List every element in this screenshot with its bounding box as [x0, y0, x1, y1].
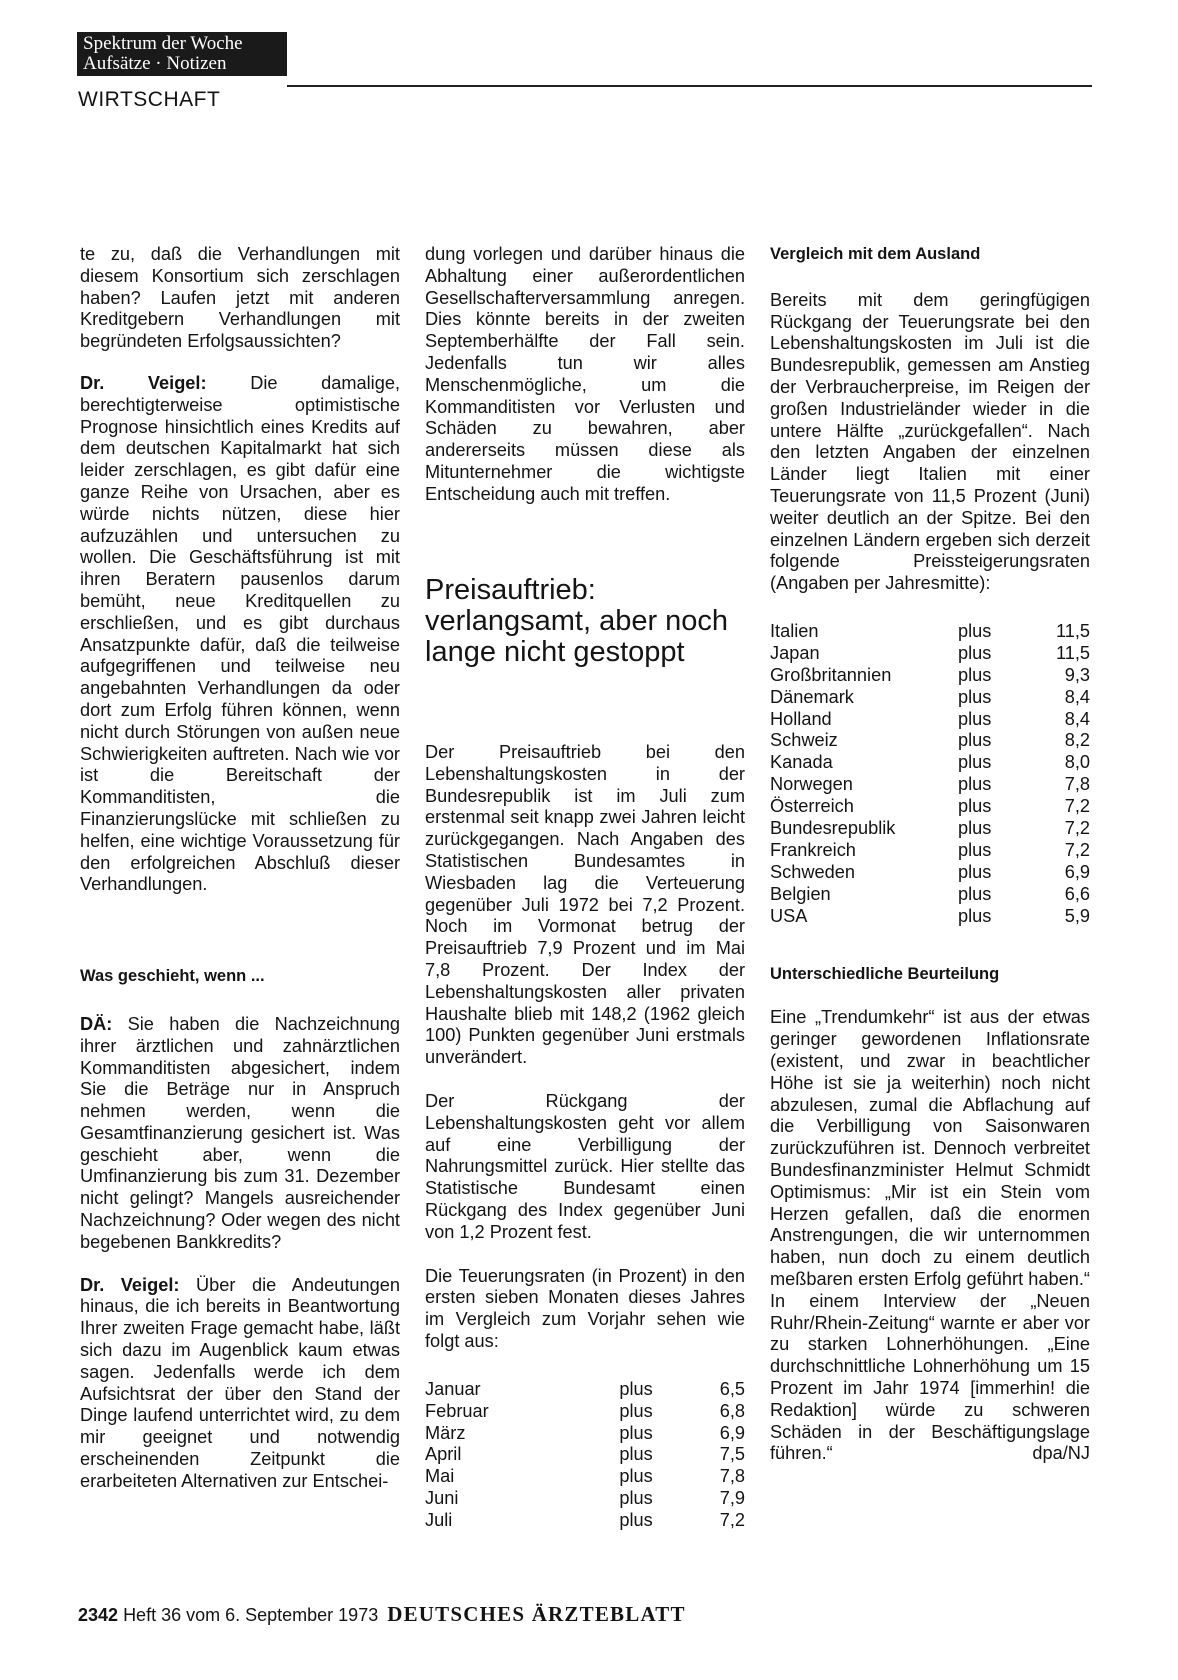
country-row-value: 11,5: [1055, 642, 1090, 663]
month-row-value: 7,8: [719, 1466, 745, 1487]
country-row-value: 8,0: [1064, 752, 1090, 773]
col2-paragraph-3: Der Rückgang der Lebenshaltungskosten geht vor allem auf eine Verbilligung der Nahrungsmittel zurück. Hier stellte das Statistische Bundesamt einen Rückgang des Index gegenüber Juni von 1,2 Prozent fest.: [425, 1090, 745, 1242]
header-rule: [287, 85, 1092, 87]
country-row-value: 7,2: [1064, 818, 1090, 839]
month-row-value: 6,8: [719, 1400, 745, 1421]
col2-paragraph-1: dung vorlegen und darüber hinaus die Abhaltung einer außerordentlichen Gesellschafterversammlung anregen. Dies könnte bereits in der zweiten Septemberhälfte der Fall sein. Jedenfalls tun wir alles Menschenmögliche, um die Kommanditisten vor Verlusten und Schäden zu bewahren, aber andererseits müssen diese als Mitunternehmer die wichtigste Entscheidung auch mit treffen.: [425, 244, 745, 504]
country-row-name: Frankreich: [770, 840, 856, 861]
country-row-word: plus: [958, 818, 992, 839]
month-row-value: 7,9: [719, 1488, 745, 1509]
country-row: [770, 840, 1090, 862]
speaker-label: DÄ:: [80, 1013, 113, 1034]
country-row: [770, 884, 1090, 906]
closing-text: Eine „Trendumkehr“ ist aus der etwas geringer gewordenen Inflationsrate (existent, und zwar in beachtlicher Höhe ist sie ja weiterhin) noch nicht abzulesen, zumal die Abflachung auf die Verbilligung von Saisonwaren zurückzuführen ist. Dennoch verbreitet Bundesfinanzminister Helmut Schmidt Optimismus: „Mir ist ein Stein vom Herzen gefallen, daß die enormen Anstrengungen, die wir unternommen haben, nun doch zu einem deutlich meßbaren ersten Erfolg geführt haben.“ In einem Interview der „Neuen Ruhr/Rhein-Zeitung“ warnte er aber vor zu starken Lohnerhöhungen. „Eine durchschnittliche Lohnerhöhung um 15 Prozent im Jahr 1974 [immerhin! die Redaktion] würde zu schweren Schäden in der Beschäftigungslage führen.“: [770, 1007, 1090, 1464]
country-row-word: plus: [958, 905, 992, 926]
country-row-name: Dänemark: [770, 686, 854, 707]
col1-paragraph-3: [80, 1014, 400, 1254]
country-row-name: Großbritannien: [770, 664, 892, 685]
month-row-word: plus: [619, 1378, 653, 1399]
country-row-word: plus: [958, 796, 992, 817]
country-row-word: plus: [958, 664, 992, 685]
country-row-name: Österreich: [770, 796, 854, 817]
country-row-name: Schweiz: [770, 730, 838, 751]
col2-paragraph-4: Die Teuerungsraten (in Prozent) in den ersten sieben Monaten dieses Jahres im Vergleich zum Vorjahr sehen wie folgt aus:: [425, 1265, 745, 1351]
month-row-word: plus: [619, 1488, 653, 1509]
month-row-value: 6,9: [719, 1422, 745, 1443]
answer-text: Über die Andeutungen hinaus, die ich bereits in Beantwortung Ihrer zweiten Frage gemacht habe, läßt sich dazu im Augenblick kaum etwas sagen. Jedenfalls werde ich dem Aufsichtsrat der über den Stand der Dinge laufend unterrichtet wird, zu dem mir geeignet und notwendig erscheinenden Zeitpunkt die erarbeiteten Alternativen zur Entschei-: [80, 1274, 400, 1491]
country-row-name: Schweden: [770, 861, 855, 882]
speaker-label: Dr. Veigel:: [80, 372, 207, 393]
month-row-word: plus: [619, 1400, 653, 1421]
country-row: [770, 687, 1090, 709]
country-row: [770, 796, 1090, 818]
month-row-value: 7,2: [719, 1510, 745, 1531]
country-row-word: plus: [958, 620, 992, 641]
month-row-word: plus: [619, 1444, 653, 1465]
country-row-name: Norwegen: [770, 774, 853, 795]
month-row-word: plus: [619, 1510, 653, 1531]
country-row-value: 11,5: [1055, 620, 1090, 641]
country-row: [770, 621, 1090, 643]
country-row-word: plus: [958, 686, 992, 707]
country-row-value: 7,8: [1064, 774, 1090, 795]
month-row-name: Mai: [425, 1466, 455, 1487]
col1-subhead: Was geschieht, wenn ...: [80, 967, 265, 986]
article-headline: Preisauftrieb: verlangsamt, aber noch lange nicht gestoppt: [425, 574, 729, 668]
month-row: [425, 1444, 745, 1466]
country-row-value: 6,6: [1064, 883, 1090, 904]
country-row-value: 8,2: [1064, 730, 1090, 751]
month-row-name: Januar: [425, 1378, 481, 1399]
country-row-name: USA: [770, 905, 808, 926]
country-row: [770, 643, 1090, 665]
country-row-word: plus: [958, 774, 992, 795]
author-signature: dpa/NJ: [1032, 1443, 1090, 1464]
country-row-value: 5,9: [1064, 905, 1090, 926]
country-row-word: plus: [958, 861, 992, 882]
month-row: [425, 1510, 745, 1532]
country-row: [770, 752, 1090, 774]
question-text: Sie haben die Nachzeichnung ihrer ärztlichen und zahnärztlichen Kommanditisten abgesichert, indem Sie die Beträge nur in Anspruch nehmen werden, wenn die Gesamtfinanzierung gesichert ist. Was geschieht aber, wenn die Umfinanzierung bis zum 31. Dezember nicht gelingt? Mangels ausreichender Nachzeichnung? Oder wegen des nicht begebenen Bankkredits?: [80, 1013, 400, 1252]
country-row-name: Holland: [770, 708, 832, 729]
country-row-word: plus: [958, 883, 992, 904]
col3-paragraph-2: [770, 1007, 1090, 1465]
country-row-word: plus: [958, 752, 992, 773]
col1-paragraph-4: [80, 1275, 400, 1493]
section-label-line2: Aufsätze · Notizen: [83, 53, 227, 74]
section-label-box: [77, 32, 287, 76]
country-row: [770, 709, 1090, 731]
col3-subhead-1: Vergleich mit dem Ausland: [770, 245, 981, 263]
country-row-value: 7,2: [1064, 796, 1090, 817]
month-row-name: Februar: [425, 1400, 489, 1421]
month-row: [425, 1379, 745, 1401]
month-row: [425, 1423, 745, 1445]
country-row-word: plus: [958, 840, 992, 861]
month-row-value: 7,5: [719, 1444, 745, 1465]
country-row-value: 8,4: [1064, 686, 1090, 707]
monthly-rates-table: [425, 1379, 745, 1532]
col1-paragraph-1: te zu, daß die Verhandlungen mit diesem Konsortium sich zerschlagen haben? Laufen jetzt mit anderen Kreditgebern Verhandlungen mit begründeten Erfolgsaussichten?: [80, 244, 400, 352]
month-row-word: plus: [619, 1466, 653, 1487]
country-row-name: Bundesrepublik: [770, 818, 896, 839]
section-title: WIRTSCHAFT: [78, 88, 221, 111]
page-footer: [78, 1602, 686, 1627]
page-number: 2342: [78, 1605, 119, 1625]
column-2: [425, 244, 745, 506]
column-3: [770, 244, 1090, 1465]
country-row: [770, 774, 1090, 796]
month-row: [425, 1488, 745, 1510]
issue-info: Heft 36 vom 6. September 1973: [123, 1605, 379, 1625]
col2-paragraph-2: Der Preisauftrieb bei den Lebenshaltungskosten in der Bundesrepublik ist im Juli zum erstenmal seit knapp zwei Jahren leicht zurückgegangen. Nach Angaben des Statistischen Bundesamtes in Wiesbaden lag die Verteuerung gegenüber Juli 1972 bei 7,2 Prozent. Noch im Vormonat betrug der Preisauftrieb 7,9 Prozent und im Mai 7,8 Prozent. Der Index der Lebenshaltungskosten aller privaten Haushalte blieb mit 148,2 (1962 gleich 100) Punkten gegenüber Juni erstmals unverändert.: [425, 742, 745, 1068]
month-row-name: April: [425, 1444, 462, 1465]
speaker-label: Dr. Veigel:: [80, 1274, 180, 1295]
magazine-title: DEUTSCHES ÄRZTEBLATT: [387, 1602, 686, 1626]
month-row-name: Juni: [425, 1488, 459, 1509]
country-row-value: 7,2: [1064, 840, 1090, 861]
col3-subhead-2: Unterschiedliche Beurteilung: [770, 964, 1000, 983]
month-row-value: 6,5: [719, 1378, 745, 1399]
country-rates-table: [770, 621, 1090, 928]
country-row-word: plus: [958, 708, 992, 729]
country-row: [770, 665, 1090, 687]
month-row-word: plus: [619, 1422, 653, 1443]
col3-paragraph-1: Bereits mit dem geringfügigen Rückgang der Teuerungsrate bei den Lebenshaltungskosten im Juli ist die Bundesrepublik, gemessen am Anstieg der Verbraucherpreise, im Reigen der großen Industrieländer wieder in die untere Hälfte „zurückgefallen“. Nach den letzten Angaben der einzelnen Länder liegt Italien mit einer Teuerungsrate von 11,5 Prozent (Juni) weiter deutlich an der Spitze. Bei den einzelnen Ländern ergeben sich derzeit folgende Preissteigerungsraten (Angaben per Jahresmitte):: [770, 289, 1090, 594]
month-row-name: März: [425, 1422, 466, 1443]
country-row-name: Belgien: [770, 883, 831, 904]
month-row-name: Juli: [425, 1510, 453, 1531]
country-row-value: 9,3: [1064, 664, 1090, 685]
answer-text: Die damalige, berechtigterweise optimistische Prognose hinsichtlich eines Kredits auf dem deutschen Kapitalmarkt hat sich leider zerschlagen, es gibt dafür eine ganze Reihe von Ursachen, aber es würde nichts nützen, diese hier aufzuzählen und untersuchen zu wollen. Die Geschäftsführung ist mit ihren Beratern pausenlos darum bemüht, neue Kreditquellen zu erschließen, und es gibt durchaus Ansatzpunkte dafür, daß die teilweise aufgegriffenen und teilweise neu angebahnten Verhandlungen da oder dort zum Erfolg führen können, wenn nicht durch Störungen von außen neue Schwierigkeiten auftreten. Nach wie vor ist die Bereitschaft der Kommanditisten, die Finanzierungslücke mit schließen zu helfen, eine wichtige Voraussetzung für den erfolgreichen Abschluß dieser Verhandlungen.: [80, 372, 400, 895]
country-row-name: Italien: [770, 620, 819, 641]
col1-paragraph-2: [80, 373, 400, 896]
country-row-name: Japan: [770, 642, 820, 663]
country-row: [770, 818, 1090, 840]
country-row-name: Kanada: [770, 752, 833, 773]
country-row-word: plus: [958, 642, 992, 663]
country-row: [770, 862, 1090, 884]
month-row: [425, 1401, 745, 1423]
section-label-line1: Spektrum der Woche: [83, 33, 243, 54]
column-1: [80, 244, 400, 1493]
country-row-value: 8,4: [1064, 708, 1090, 729]
column-2-article: [425, 742, 745, 1532]
month-row: [425, 1466, 745, 1488]
country-row-value: 6,9: [1064, 861, 1090, 882]
country-row-word: plus: [958, 730, 992, 751]
country-row: [770, 906, 1090, 928]
country-row: [770, 730, 1090, 752]
